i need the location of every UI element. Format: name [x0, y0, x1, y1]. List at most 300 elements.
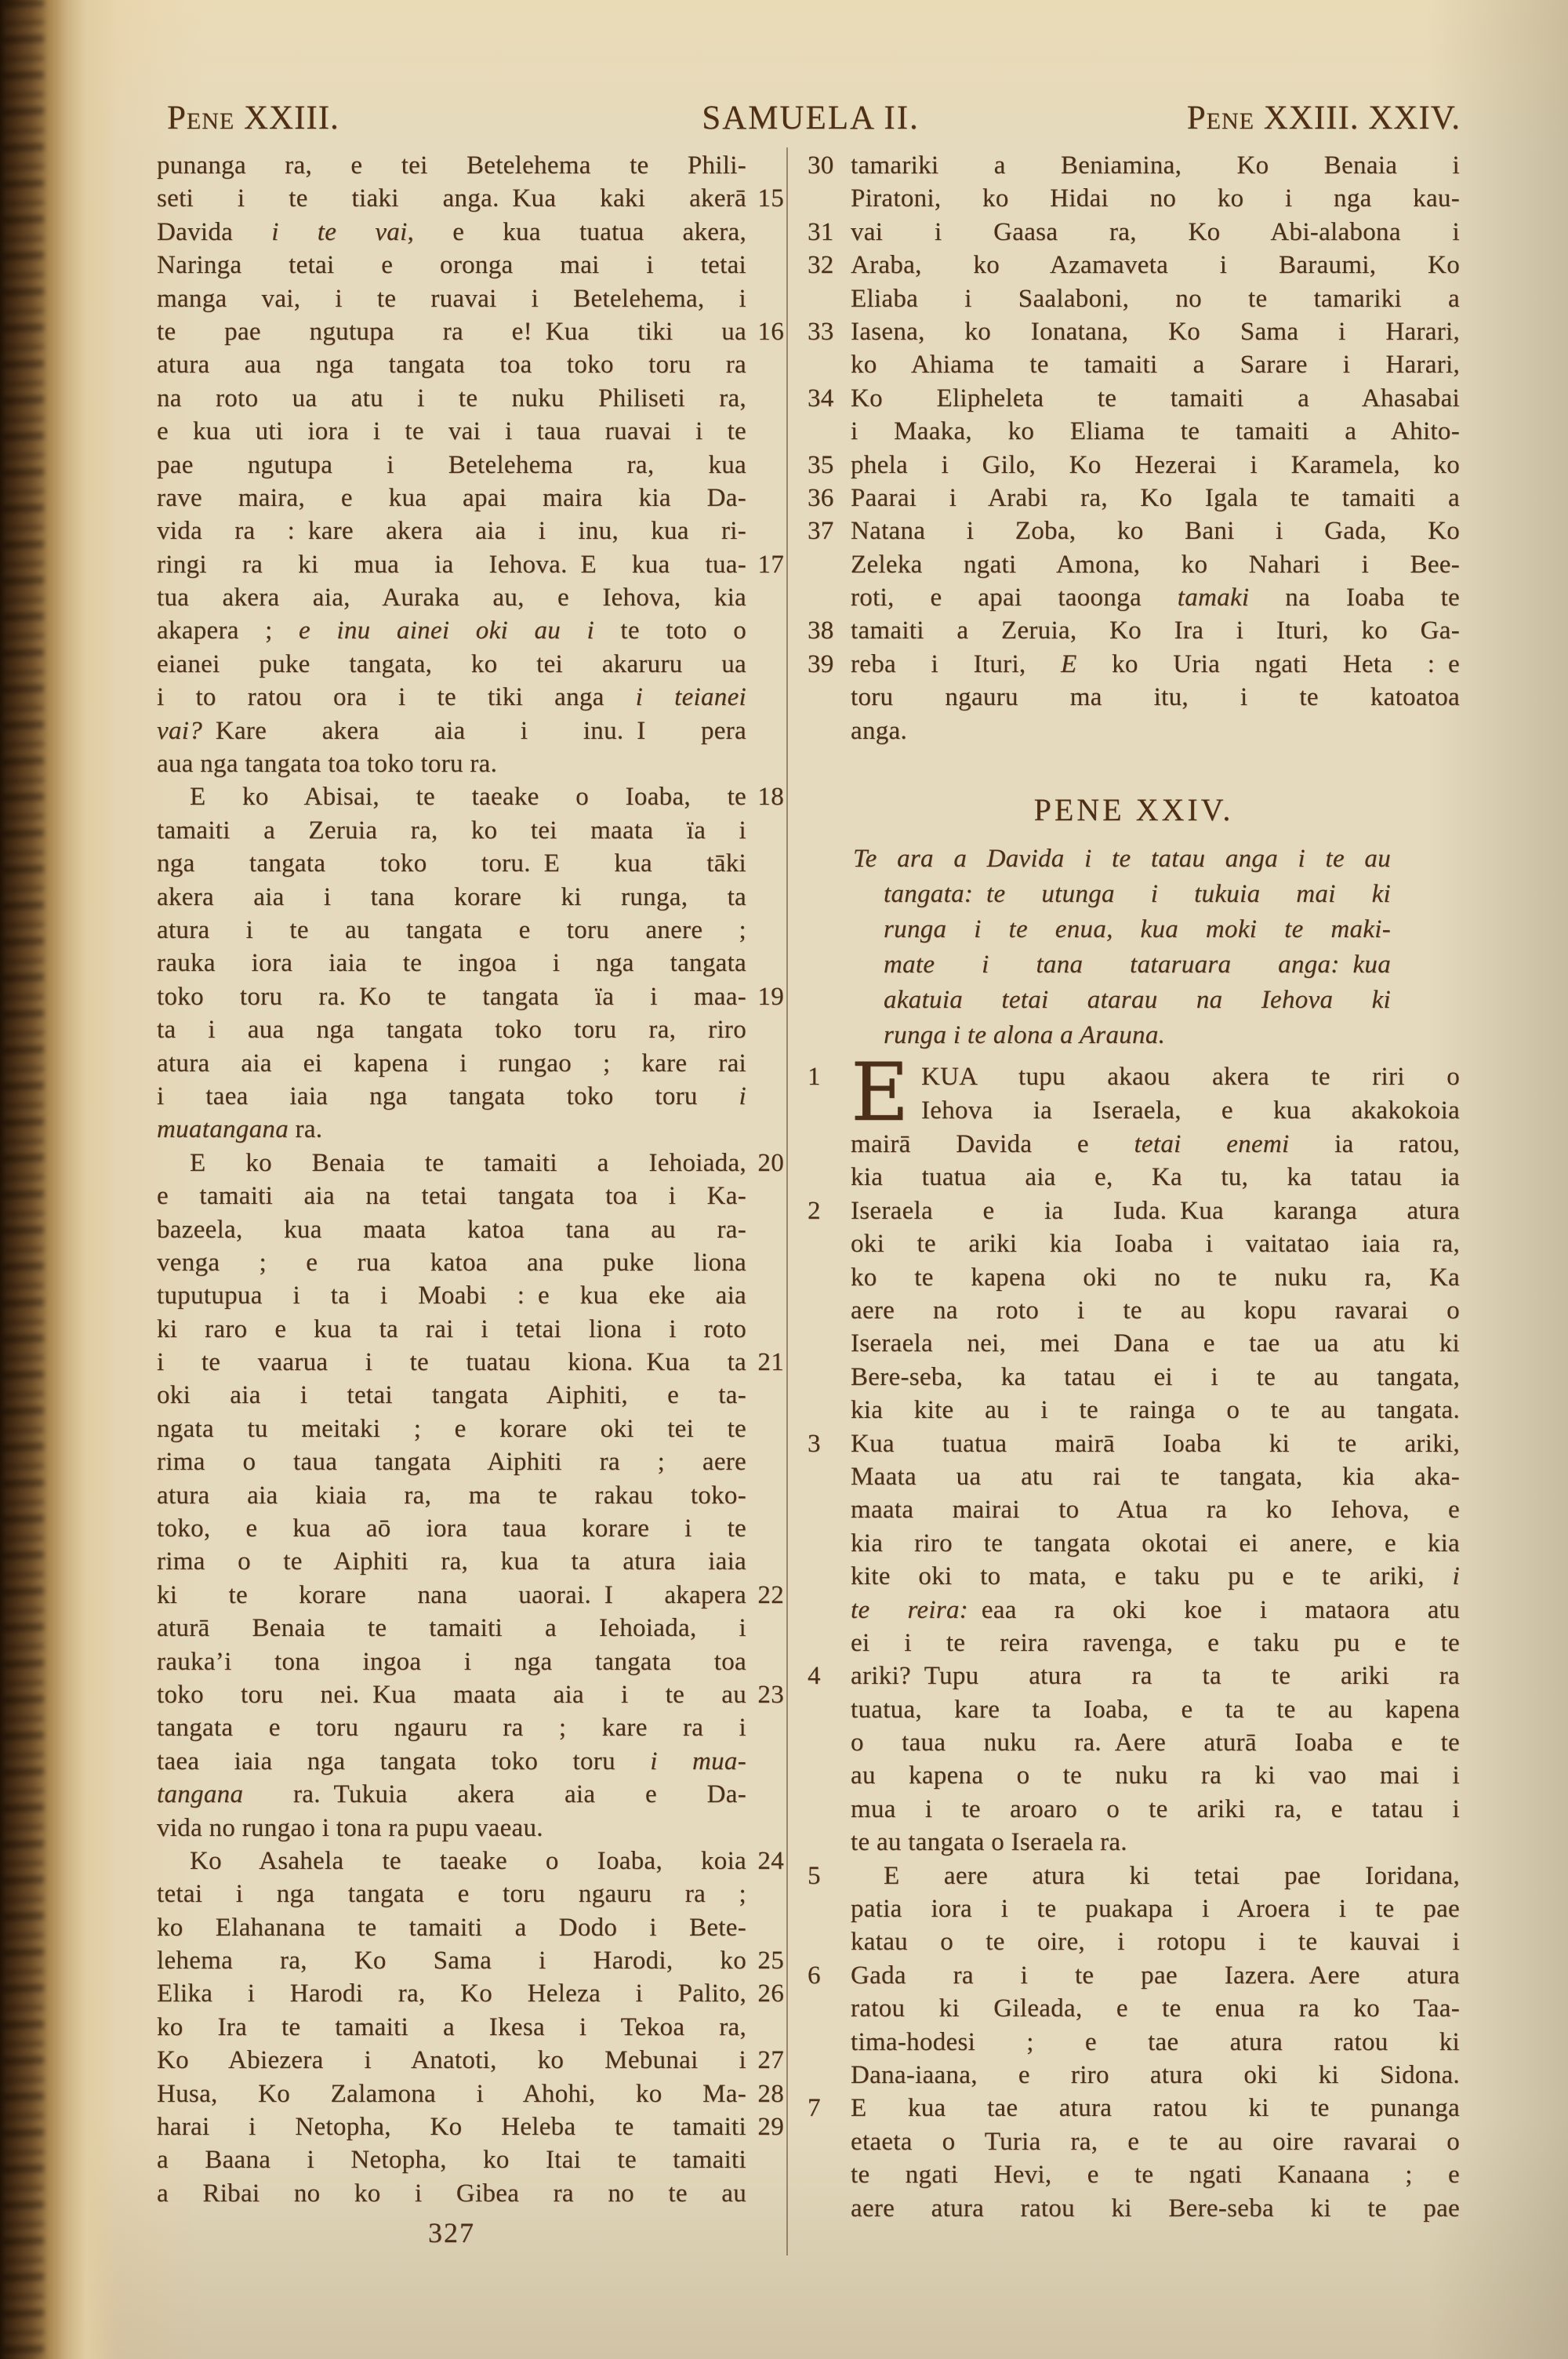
verse-number: 31 — [808, 217, 834, 246]
text-line — [808, 614, 1460, 647]
verse-number — [808, 2158, 851, 2191]
line-text: rave maira, e kua apai maira kia Da- — [157, 483, 746, 512]
verse-number — [808, 714, 851, 747]
verse-number: 2 — [808, 1196, 821, 1225]
line-text: maata mairai to Atua ra ko Iehova, e — [851, 1496, 1460, 1525]
text-line — [808, 1460, 1460, 1493]
text-line — [157, 2044, 784, 2077]
line-text: tetai i nga tangata e toru ngauru ra ; — [157, 1880, 746, 1909]
line-text: ko te kapena oki no te nuku ra, Ka — [851, 1263, 1460, 1292]
drop-cap-grid — [851, 1046, 1460, 1140]
line-text: punanga ra, e tei Betelehema te Phili- — [157, 151, 746, 180]
verse-number — [808, 1594, 851, 1627]
line-text: i to ratou ora i te tiki anga i teianei — [157, 683, 747, 712]
drop-cap-letter: E — [851, 1046, 909, 1140]
verse-number — [746, 1080, 784, 1113]
text-line — [157, 648, 784, 681]
verse-number — [746, 1445, 784, 1478]
text-line — [157, 1412, 784, 1445]
verse-number — [746, 914, 784, 947]
text-line — [808, 482, 1460, 514]
verse-number — [808, 1327, 851, 1360]
verse-number: 18 — [757, 783, 784, 812]
verse-number — [808, 681, 851, 714]
verse-number: 15 — [757, 184, 784, 213]
text-line — [808, 1594, 1460, 1627]
text-line — [157, 1147, 784, 1180]
line-text: oki te ariki kia Ioaba i vaitatao iaia ra, — [851, 1230, 1460, 1259]
line-text: mairā Davida e tetai enemi ia ratou, — [851, 1130, 1461, 1159]
text-line — [808, 1627, 1460, 1659]
chapter-heading: PENE XXIV. — [1033, 792, 1234, 828]
verse-number — [808, 581, 851, 614]
verse-number — [746, 2011, 784, 2044]
text-line — [808, 315, 1460, 348]
text-line — [157, 149, 784, 182]
text-line — [808, 1959, 1460, 1992]
verse-number: 5 — [808, 1861, 821, 1890]
line-text: vida ra : kare akera aia i inu, kua ri- — [157, 517, 746, 546]
verse-number: 1 — [808, 1063, 821, 1092]
verse-number — [808, 415, 851, 448]
line-text: venga ; e rua katoa ana puke liona — [157, 1248, 746, 1277]
verse-number: 3 — [808, 1429, 821, 1458]
verse-number: 27 — [757, 2046, 784, 2075]
text-line — [157, 847, 784, 880]
verse-number: 23 — [757, 1680, 784, 1709]
text-line — [808, 1759, 1460, 1792]
text-line — [157, 1080, 784, 1113]
text-line — [157, 1379, 784, 1412]
text-line — [157, 914, 784, 947]
running-header-center: SAMUELA II. — [702, 100, 920, 136]
verse-number — [746, 1379, 784, 1412]
line-text: runga i te alona a Arauna. — [884, 1021, 1166, 1050]
line-text: tamaiti a Zeruia, Ko Ira i Ituri, ko Ga- — [851, 616, 1460, 645]
summary-line — [808, 947, 1460, 983]
text-line — [157, 449, 784, 482]
line-text: o taua nuku ra. Aere aturā Ioaba e te — [851, 1728, 1460, 1757]
verse-number — [746, 1479, 784, 1512]
text-line — [808, 1261, 1460, 1294]
text-line — [157, 1180, 784, 1212]
verse-number: 38 — [808, 616, 834, 645]
line-text: Ko Elipheleta te tamaiti a Ahasabai — [851, 383, 1460, 413]
text-line — [157, 1545, 784, 1578]
line-text: ko Elahanana te tamaiti a Dodo i Bete- — [157, 1913, 746, 1942]
verse-number — [808, 182, 851, 215]
text-line — [808, 1793, 1460, 1826]
verse-number — [746, 1778, 784, 1811]
text-line — [808, 681, 1460, 714]
verse-number: 39 — [808, 649, 834, 678]
verse-number: 17 — [757, 550, 784, 579]
text-line — [157, 1745, 784, 1778]
line-text: ratou ki Gileada, e te enua ra ko Taa- — [851, 1994, 1460, 2023]
line-text: vai? Kare akera aia i inu. I pera — [157, 716, 746, 745]
line-text: Iehova ia Iseraela, e kua akakokoia — [921, 1096, 1460, 1125]
text-line — [808, 382, 1460, 415]
line-text: Ko Asahela te taeake o Ioaba, koia — [190, 1846, 746, 1875]
text-line — [157, 1612, 784, 1645]
line-text: Kua tuatua mairā Ioaba ki te ariki, — [851, 1429, 1460, 1458]
text-line — [808, 149, 1460, 182]
line-text: Davida i te vai, e kua tuatua akera, — [157, 217, 746, 246]
line-text: toko, e kua aō iora taua korare i te — [157, 1514, 746, 1543]
text-line — [157, 2011, 784, 2044]
verse-number — [808, 1793, 851, 1826]
verse-number — [746, 1877, 784, 1910]
text-line — [157, 1346, 784, 1379]
verse-number — [746, 216, 784, 249]
line-text: Te ara a Davida i te tatau anga i te au — [853, 845, 1391, 874]
line-text: tangata: te utunga i tukuia mai ki — [884, 880, 1391, 909]
text-line — [808, 1859, 1460, 1892]
line-text: katau o te oire, i rotopu i te kauvai i — [851, 1928, 1460, 1957]
text-line — [157, 1812, 784, 1845]
text-line — [808, 514, 1460, 547]
verse-number — [746, 714, 784, 747]
line-text: vai i Gaasa ra, Ko Abi-alabona i — [851, 217, 1460, 246]
verse-number: 4 — [808, 1662, 821, 1691]
line-text: aturā Benaia te tamaiti a Iehoiada, i — [157, 1614, 746, 1643]
line-text: au kapena o te nuku ra ki vao mai i — [851, 1761, 1460, 1790]
text-line — [808, 249, 1460, 282]
text-line — [157, 947, 784, 980]
verse-number: 19 — [757, 982, 784, 1011]
chapter-summary — [808, 841, 1460, 1053]
text-line — [157, 1512, 784, 1545]
line-text: rima o taua tangata Aiphiti ra ; aere — [157, 1448, 746, 1477]
verse-list-top — [808, 149, 1460, 747]
verse-one-block — [808, 1046, 1460, 1140]
line-text: vida no rungao i tona ra pupu vaeau. — [157, 1813, 543, 1842]
verse-number — [808, 2026, 851, 2059]
text-line — [157, 780, 784, 813]
line-text: aere na roto i te au kopu ravarai o — [851, 1296, 1460, 1325]
verse-number — [746, 482, 784, 514]
book-gutter — [0, 0, 118, 2359]
line-text: na roto ua atu i te nuku Philiseti ra, — [157, 383, 746, 413]
line-text: rima o te Aiphiti ra, kua ta atura iaia — [157, 1547, 746, 1576]
text-line — [808, 1892, 1460, 1925]
line-text: toru ngauru ma itu, i te katoatoa — [851, 683, 1460, 712]
text-line — [157, 249, 784, 282]
text-line — [808, 216, 1460, 249]
verse-number — [746, 1279, 784, 1312]
text-line — [157, 881, 784, 914]
verse-number: 33 — [808, 317, 834, 346]
running-header — [161, 99, 1461, 146]
verse-number: 24 — [757, 1846, 784, 1875]
verse-number — [808, 348, 851, 381]
verse-number — [746, 348, 784, 381]
verse-number — [746, 282, 784, 315]
line-text: KUA tupu akaou akera te riri o — [921, 1063, 1460, 1092]
verse-number: 32 — [808, 251, 834, 280]
line-text: ko Ira te tamaiti a Ikesa i Tekoa ra, — [157, 2012, 746, 2041]
text-line — [157, 614, 784, 647]
text-line — [157, 482, 784, 514]
verse-number — [808, 548, 851, 581]
text-line — [157, 415, 784, 448]
line-text: akapera ; e inu ainei oki au i te toto o — [157, 616, 746, 645]
verse-number — [746, 1745, 784, 1778]
text-line — [157, 747, 784, 780]
verse-number — [746, 1412, 784, 1445]
line-text: aua nga tangata toa toko toru ra. — [157, 750, 498, 779]
text-line — [808, 1560, 1460, 1593]
summary-line — [808, 983, 1460, 1018]
line-text: lehema ra, Ko Sama i Harodi, ko — [157, 1946, 746, 1976]
verse-number — [746, 149, 784, 182]
text-line — [157, 980, 784, 1013]
verse-number: 36 — [808, 483, 834, 512]
text-line — [808, 1194, 1460, 1227]
line-text: aere atura ratou ki Bere-seba ki te pae — [851, 2194, 1460, 2223]
text-line — [157, 1047, 784, 1080]
column-divider-rule — [786, 147, 788, 2255]
text-line — [808, 714, 1460, 747]
text-line — [808, 182, 1460, 215]
line-text: nga tangata toko toru. E kua tāki — [157, 849, 746, 878]
line-text: kia riro te tangata okotai ei anere, e kia — [851, 1528, 1460, 1558]
verse-number — [746, 1512, 784, 1545]
line-text: te reira: eaa ra oki koe i mataora atu — [851, 1595, 1461, 1624]
text-line — [157, 2177, 784, 2210]
verse-number: 16 — [757, 317, 784, 346]
line-text: E aere atura ki tetai pae Ioridana, — [884, 1861, 1460, 1890]
line-text: tuatua, kare ta Ioaba, e ta te au kapena — [851, 1695, 1460, 1724]
verse-number: 29 — [757, 2113, 784, 2142]
line-text: akatuia tetai atarau na Iehova ki — [884, 986, 1391, 1015]
summary-line — [808, 877, 1460, 912]
line-text: te pae ngutupa ra e! Kua tiki ua — [157, 317, 746, 346]
text-line — [808, 449, 1460, 482]
line-text: rauka’i tona ingoa i nga tangata toa — [157, 1647, 746, 1676]
verse-number — [808, 2125, 851, 2158]
line-text: Naringa tetai e oronga mai i tetai — [157, 251, 746, 280]
line-text: E ko Benaia te tamaiti a Iehoiada, — [190, 1148, 746, 1177]
running-header-right: Pene XXIII. XXIV. — [1186, 100, 1461, 136]
line-text: a Baana i Netopha, ko Itai te tamaiti — [157, 2146, 746, 2175]
line-text: ariki? Tupu atura ra ta te ariki ra — [851, 1662, 1460, 1691]
line-text: Natana i Zoba, ko Bani i Gada, Ko — [851, 517, 1460, 546]
line-text: Husa, Ko Zalamona i Ahohi, ko Ma- — [157, 2079, 746, 2108]
verse-number — [746, 1047, 784, 1080]
text-line — [157, 1711, 784, 1744]
verse-number — [808, 1759, 851, 1792]
verse-number: 26 — [757, 1979, 784, 2008]
verse-number — [746, 747, 784, 780]
line-text: atura aia ei kapena i rungao ; kare rai — [157, 1049, 746, 1078]
text-line — [157, 1246, 784, 1279]
text-line — [157, 548, 784, 581]
verse-number — [746, 847, 784, 880]
verse-number — [808, 1992, 851, 2025]
line-text: i te vaarua i te tuatau kiona. Kua ta — [157, 1348, 746, 1377]
text-line — [808, 1493, 1460, 1526]
right-text-column — [808, 149, 1460, 2225]
line-text: atura aia kiaia ra, ma te rakau toko- — [157, 1481, 746, 1510]
verse-number — [808, 1394, 851, 1427]
text-line — [157, 1313, 784, 1346]
verse-number — [746, 514, 784, 547]
line-text: te ngati Hevi, e te ngati Kanaana ; e — [851, 2161, 1460, 2190]
text-line — [157, 2077, 784, 2110]
line-text: ei i te reira ravenga, e taku pu e te — [851, 1628, 1460, 1657]
text-line — [808, 348, 1460, 381]
line-text: patia iora i te puakapa i Aroera i te pae — [851, 1895, 1460, 1924]
verse-number — [746, 1711, 784, 1744]
line-text: e tamaiti aia na tetai tangata toa i Ka- — [157, 1182, 746, 1211]
line-text: Araba, ko Azamaveta i Baraumi, Ko — [851, 251, 1460, 280]
line-text: ki raro e kua ta rai i tetai liona i roto — [157, 1314, 746, 1343]
line-text: kia kite au i te rainga o te au tangata. — [851, 1396, 1460, 1425]
text-line — [157, 1579, 784, 1612]
line-text: a Ribai no ko i Gibea ra no te au — [157, 2179, 746, 2208]
line-text: Iseraela e ia Iuda. Kua karanga atura — [851, 1196, 1460, 1225]
text-line — [808, 415, 1460, 448]
verse-number — [746, 1812, 784, 1845]
text-line — [157, 1877, 784, 1910]
verse-number — [746, 581, 784, 614]
text-line — [808, 1427, 1460, 1460]
text-line — [808, 1826, 1460, 1859]
verse-number — [808, 2192, 851, 2225]
line-text: pae ngutupa i Betelehema ra, kua — [157, 450, 746, 479]
verse-number — [746, 1013, 784, 1046]
text-line — [157, 2110, 784, 2143]
text-line — [157, 1113, 784, 1146]
line-text: taea iaia nga tangata toko toru i mua- — [157, 1747, 746, 1776]
line-text: atura aua nga tangata toa toko toru ra — [157, 351, 746, 380]
text-line — [808, 2158, 1460, 2191]
text-line — [157, 1778, 784, 1811]
line-text: Ko Abiezera i Anatoti, ko Mebunai i — [157, 2046, 746, 2075]
verse-number — [746, 814, 784, 847]
text-line — [808, 1161, 1460, 1194]
line-text: Dana-iaana, e riro atura oki ki Sidona. — [851, 2060, 1460, 2089]
verse-number — [746, 382, 784, 415]
line-text: reba i Ituri, E ko Uria ngati Heta : e — [851, 649, 1461, 678]
text-line — [808, 2059, 1460, 2092]
verse-number: 22 — [757, 1580, 784, 1609]
line-text: ko Ahiama te tamaiti a Sarare i Harari, — [851, 351, 1460, 380]
text-line — [157, 1911, 784, 1944]
line-text: harai i Netopha, Ko Heleba te tamaiti — [157, 2113, 746, 2142]
text-line — [808, 581, 1460, 614]
line-text: i taea iaia nga tangata toko toru i — [157, 1081, 746, 1110]
verse-number — [808, 1161, 851, 1194]
line-text: rauka iora iaia te ingoa i nga tangata — [157, 949, 746, 978]
text-line — [157, 1479, 784, 1512]
text-line — [157, 282, 784, 315]
line-text: kite oki to mata, e taku pu e te ariki, i — [851, 1562, 1460, 1591]
verse-number — [746, 2143, 784, 2176]
text-line — [808, 1659, 1460, 1692]
line-text: i Maaka, ko Eliama te tamaiti a Ahito- — [851, 417, 1460, 446]
line-text: ngata tu meitaki ; e korare oki tei te — [157, 1414, 746, 1443]
line-text: te au tangata o Iseraela ra. — [851, 1828, 1127, 1857]
line-text: Paarai i Arabi ra, Ko Igala te tamaiti a — [851, 483, 1460, 512]
text-line — [808, 2092, 1460, 2125]
text-line — [808, 1726, 1460, 1759]
verse-number — [808, 1693, 851, 1726]
text-line — [157, 348, 784, 381]
verse-number — [808, 1925, 851, 1958]
line-text: anga. — [851, 716, 908, 745]
line-text: roti, e apai taoonga tamaki na Ioaba te — [851, 583, 1460, 612]
text-line — [157, 1445, 784, 1478]
line-text: manga vai, i te ruavai i Betelehema, i — [157, 284, 746, 313]
line-text: tamaiti a Zeruia ra, ko tei maata ïa i — [157, 816, 746, 845]
verse-number — [808, 1560, 851, 1593]
verse-number — [808, 282, 851, 315]
line-text: tangata e toru ngauru ra ; kare ra i — [157, 1714, 746, 1743]
left-text-column — [157, 149, 784, 2210]
line-text: Bere-seba, ka tatau ei i te au tangata, — [851, 1362, 1460, 1391]
text-line — [157, 681, 784, 714]
verse-number — [808, 1493, 851, 1526]
running-header-left: Pene XXIII. — [167, 100, 339, 136]
verse-number: 34 — [808, 383, 834, 413]
verse-number — [746, 1113, 784, 1146]
page-number: 327 — [428, 2217, 475, 2248]
verse-number — [746, 881, 784, 914]
text-line — [808, 2192, 1460, 2225]
text-line — [808, 1227, 1460, 1260]
line-text: ki te korare nana uaorai. I akapera — [157, 1580, 746, 1609]
line-text: kia tuatua aia e, Ka tu, ka tatau ia — [851, 1163, 1460, 1192]
verse-number — [808, 1892, 851, 1925]
text-line — [157, 814, 784, 847]
text-line — [157, 216, 784, 249]
text-line — [157, 1279, 784, 1312]
text-line — [808, 548, 1460, 581]
verse-number — [808, 1826, 851, 1859]
line-text: Piratoni, ko Hidai no ko i nga kau- — [851, 184, 1460, 213]
summary-line — [808, 912, 1460, 947]
text-line — [157, 1977, 784, 2010]
line-text: ringi ra ki mua ia Iehova. E kua tua- — [157, 550, 746, 579]
verse-number — [808, 1227, 851, 1260]
verse-number — [746, 1213, 784, 1246]
verse-number — [746, 1911, 784, 1944]
line-text: tima-hodesi ; e tae atura ratou ki — [851, 2027, 1460, 2056]
text-line — [808, 1327, 1460, 1360]
verse-number: 25 — [757, 1946, 784, 1976]
text-line — [157, 2143, 784, 2176]
text-line — [157, 514, 784, 547]
verse-number: 28 — [757, 2079, 784, 2108]
text-line — [808, 282, 1460, 315]
line-text: Elika i Harodi ra, Ko Heleza i Palito, — [157, 1979, 746, 2008]
line-text: ta i aua nga tangata toko toru ra, riro — [157, 1016, 746, 1045]
verse-number — [746, 947, 784, 980]
line-text: bazeela, kua maata katoa tana au ra- — [157, 1215, 746, 1244]
text-line — [157, 1845, 784, 1877]
line-text: mua i te aroaro o te ariki ra, e tatau i — [851, 1794, 1460, 1823]
verse-number: 6 — [808, 1961, 821, 1990]
verse-number — [808, 1527, 851, 1560]
line-text: Iasena, ko Ionatana, Ko Sama i Harari, — [851, 317, 1460, 346]
verse-number — [808, 1361, 851, 1394]
line-text: akera aia i tana korare ki runga, ta — [157, 882, 746, 911]
line-text: atura i te au tangata e toru anere ; — [157, 915, 746, 944]
verse-number — [808, 1726, 851, 1759]
verse-number — [808, 1128, 851, 1161]
